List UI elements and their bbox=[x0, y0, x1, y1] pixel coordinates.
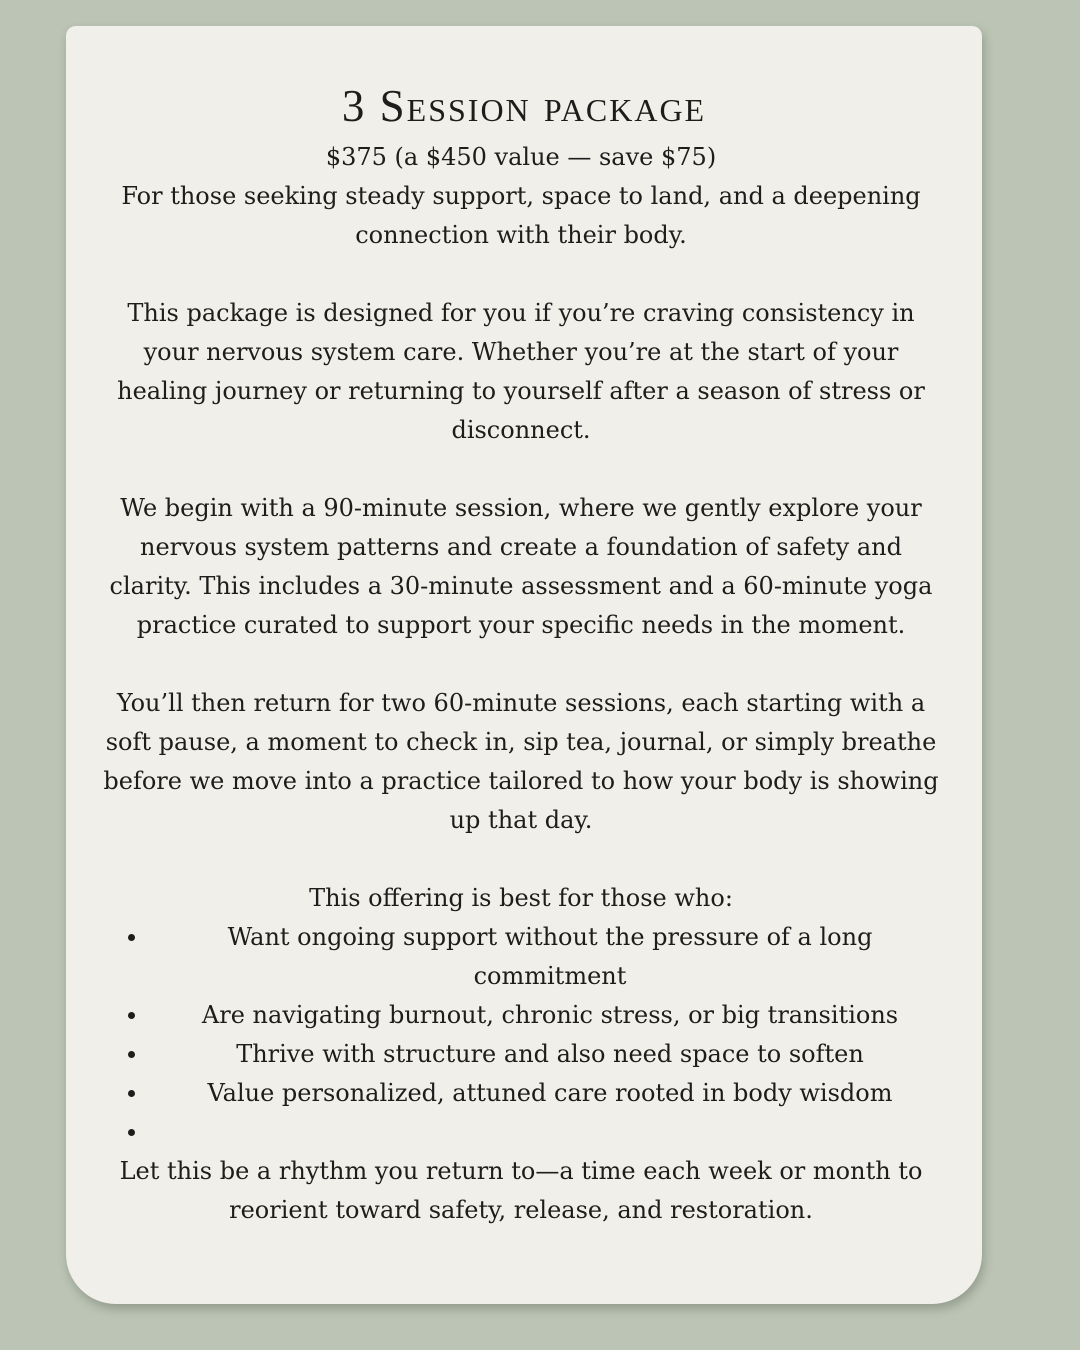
intro-paragraph: This package is designed for you if you’re craving consistency in your nervous system care. Whether you’re at the start of your healing journey or returning to yourself after a season of stress or disconnect. bbox=[117, 299, 925, 444]
bullet-icon bbox=[128, 1129, 135, 1136]
list-item bbox=[100, 918, 942, 996]
price-line: $375 (a $450 value — save $75) bbox=[325, 143, 717, 171]
list-item-text: Are navigating burnout, chronic stress, or big transitions bbox=[201, 1001, 899, 1029]
bullet-icon bbox=[128, 1051, 135, 1058]
bullet-icon bbox=[128, 1090, 135, 1097]
list-intro: This offering is best for those who: bbox=[309, 884, 733, 912]
spacer bbox=[100, 645, 942, 684]
list-item bbox=[100, 1113, 942, 1152]
bullet-icon bbox=[128, 934, 135, 941]
spacer bbox=[100, 450, 942, 489]
list-item bbox=[100, 1035, 942, 1074]
tagline: For those seeking steady support, space to land, and a deepening connection with their body. bbox=[121, 182, 921, 249]
closing-paragraph: Let this be a rhythm you return to—a time each week or month to reorient toward safety, release, and restoration. bbox=[119, 1157, 923, 1224]
list-item-text: Want ongoing support without the pressure of a long commitment bbox=[227, 923, 873, 990]
list-item bbox=[100, 1074, 942, 1113]
benefits-list bbox=[100, 918, 942, 1152]
follow-up-paragraph: You’ll then return for two 60-minute sessions, each starting with a soft pause, a moment to check in, sip tea, journal, or simply breathe before we move into a practice tailored to how your body is showing up that day. bbox=[103, 689, 939, 834]
bullet-icon bbox=[128, 1012, 135, 1019]
list-item bbox=[100, 996, 942, 1035]
package-title: 3 Session package bbox=[341, 81, 707, 131]
package-card bbox=[66, 26, 982, 1304]
list-item-text: Thrive with structure and also need space to soften bbox=[236, 1040, 864, 1068]
package-content bbox=[100, 138, 942, 1230]
spacer bbox=[100, 840, 942, 879]
spacer bbox=[100, 255, 942, 294]
first-session-paragraph: We begin with a 90-minute session, where we gently explore your nervous system patterns and create a foundation of safety and clarity. This includes a 30-minute assessment and a 60-minute yoga practice curated to support your specific needs in the moment. bbox=[109, 494, 933, 639]
list-item-text: Value personalized, attuned care rooted in body wisdom bbox=[207, 1079, 893, 1107]
